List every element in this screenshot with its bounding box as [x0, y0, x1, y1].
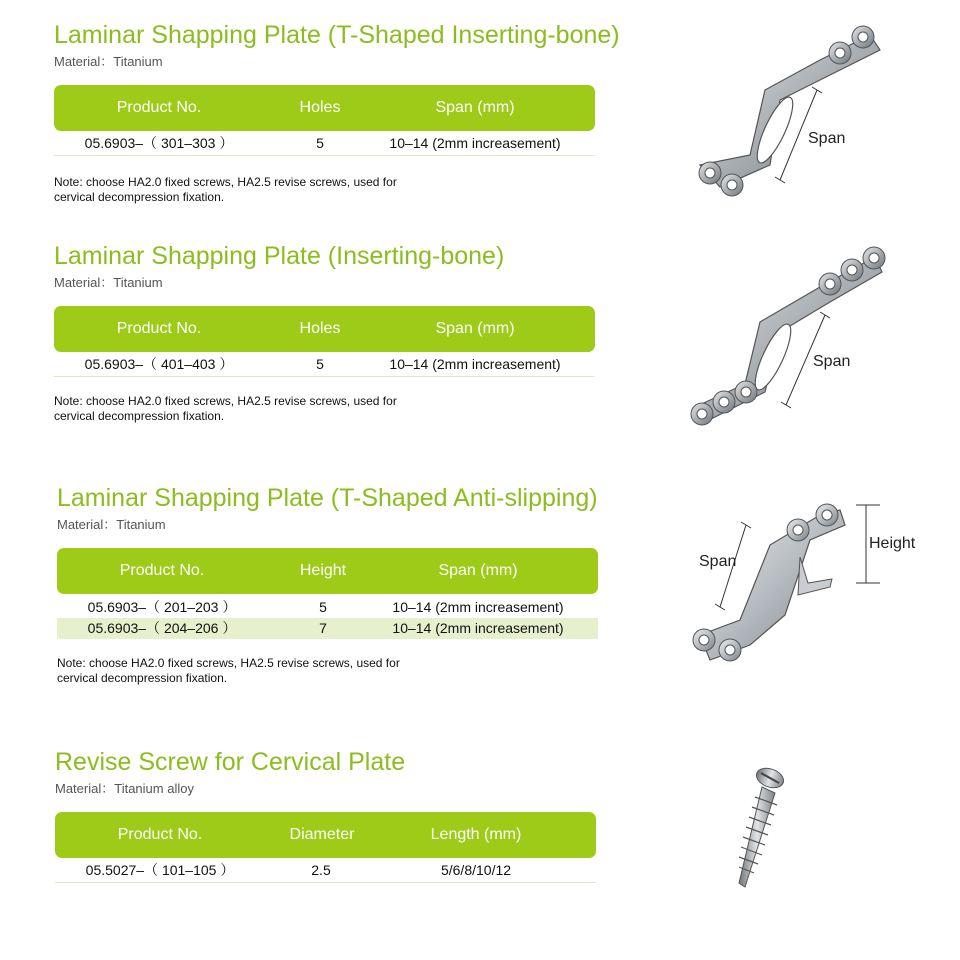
note-text: Note: choose HA2.0 fixed screws, HA2.5 revise screws, used for cervical decompression fixation.: [54, 175, 397, 204]
inserting-plate-illustration: [680, 242, 910, 432]
header-holes: Holes: [299, 99, 341, 116]
section-t-shaped-anti-slipping: [57, 483, 598, 533]
section-inserting-bone: [54, 241, 504, 291]
material-text: Material：Titanium alloy: [55, 781, 194, 796]
material-text: Material：Titanium: [54, 275, 163, 290]
cell-height: 5: [319, 599, 327, 615]
span-label: Span: [813, 353, 851, 370]
header-span: Span (mm): [438, 562, 518, 579]
material-text: Material：Titanium: [54, 54, 163, 69]
cell-span: 10–14 (2mm increasement): [392, 599, 564, 615]
cell-product-no: 05.6903–（ 301–303 ）: [84, 135, 234, 151]
note-text: Note: choose HA2.0 fixed screws, HA2.5 revise screws, used for cervical decompression fixation.: [54, 394, 397, 423]
height-label: Height: [869, 535, 916, 552]
header-span: Span (mm): [435, 320, 515, 337]
table-row: [54, 133, 595, 154]
header-span: Span (mm): [435, 99, 515, 116]
t-shaped-inserting-plate-illustration: [680, 15, 910, 200]
header-length: Length (mm): [430, 826, 522, 843]
table-row: [57, 597, 598, 618]
cell-diameter: 2.5: [311, 862, 331, 878]
table-row: [54, 354, 595, 375]
header-product-no: Product No.: [116, 99, 202, 116]
cell-length: 5/6/8/10/12: [440, 862, 512, 878]
table-divider: [55, 882, 596, 883]
cell-product-no: 05.6903–（ 204–206 ）: [87, 620, 237, 636]
table-header: [54, 85, 595, 131]
cell-holes: 5: [316, 356, 324, 372]
header-product-no: Product No.: [116, 320, 202, 337]
header-diameter: Diameter: [289, 826, 355, 843]
cell-height: 7: [319, 620, 327, 636]
cell-product-no: 05.6903–（ 201–203 ）: [87, 599, 237, 615]
section-t-shaped-inserting-bone: [54, 20, 620, 70]
cell-product-no: 05.5027–（ 101–105 ）: [85, 862, 235, 878]
table-row: [57, 618, 598, 639]
header-holes: Holes: [299, 320, 341, 337]
section-title: Laminar Shapping Plate (T-Shaped Anti-slipping): [57, 484, 598, 512]
span-label: Span: [699, 553, 737, 570]
revise-screw-illustration: [725, 765, 795, 895]
section-title: Laminar Shapping Plate (Inserting-bone): [54, 242, 505, 270]
table-row: [55, 860, 596, 881]
cell-span: 10–14 (2mm increasement): [389, 135, 561, 151]
table-divider: [54, 155, 595, 156]
table-header: [55, 812, 596, 858]
table-header: [54, 306, 595, 352]
header-product-no: Product No.: [119, 562, 205, 579]
table-divider: [54, 376, 595, 377]
material-text: Material：Titanium: [57, 517, 166, 532]
cell-holes: 5: [316, 135, 324, 151]
anti-slipping-plate-illustration: [680, 495, 940, 670]
header-product-no: Product No.: [117, 826, 203, 843]
span-label: Span: [808, 130, 846, 147]
section-title: Revise Screw for Cervical Plate: [55, 748, 406, 776]
cell-product-no: 05.6903–（ 401–403 ）: [84, 356, 234, 372]
cell-span: 10–14 (2mm increasement): [389, 356, 561, 372]
section-title: Laminar Shapping Plate (T-Shaped Inserting-bone): [54, 21, 620, 49]
table-header: [57, 548, 598, 594]
header-height: Height: [299, 562, 347, 579]
cell-span: 10–14 (2mm increasement): [392, 620, 564, 636]
section-revise-screw: [55, 747, 405, 797]
note-text: Note: choose HA2.0 fixed screws, HA2.5 revise screws, used for cervical decompression fixation.: [57, 656, 400, 685]
